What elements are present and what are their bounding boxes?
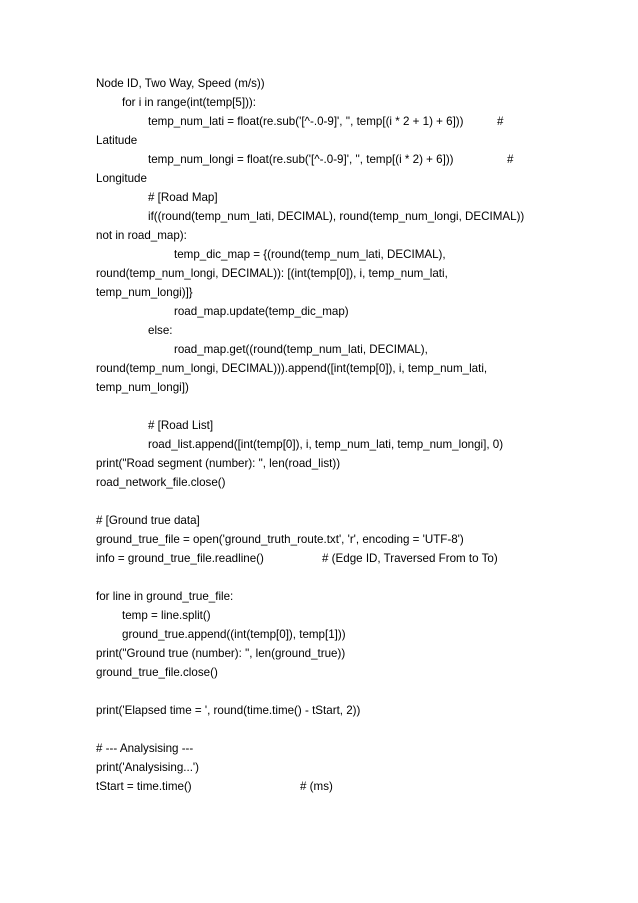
code-line: road_map.get((round(temp_num_lati, DECIMAL),	[174, 343, 428, 356]
code-comment: #	[497, 115, 504, 128]
code-line: Node ID, Two Way, Speed (m/s))	[96, 77, 265, 90]
code-line: for line in ground_true_file:	[96, 590, 234, 603]
code-line: ground_true_file.close()	[96, 666, 218, 679]
code-line: ground_true.append((int(temp[0]), temp[1]))	[122, 628, 346, 641]
code-line: temp_num_longi])	[96, 381, 189, 394]
code-line: road_list.append([int(temp[0]), i, temp_num_lati, temp_num_longi], 0)	[148, 438, 504, 451]
code-line: # --- Analysising ---	[96, 742, 194, 755]
code-line: Latitude	[96, 134, 138, 147]
code-line: round(temp_num_longi, DECIMAL))).append([int(temp[0]), i, temp_num_lati,	[96, 362, 488, 375]
code-line: tStart = time.time()	[96, 780, 192, 793]
code-line: print("Road segment (number): ", len(road_list))	[96, 457, 341, 470]
code-line: print('Elapsed time = ', round(time.time() - tStart, 2))	[96, 704, 361, 717]
code-line: temp_num_lati = float(re.sub('[^-.0-9]', '', temp[(i * 2 + 1) + 6]))	[148, 115, 464, 128]
code-line: info = ground_true_file.readline()	[96, 552, 264, 565]
code-line: temp_num_longi = float(re.sub('[^-.0-9]', '', temp[(i * 2) + 6]))	[148, 153, 454, 166]
code-line: print("Ground true (number): ", len(ground_true))	[96, 647, 346, 660]
code-line: for i in range(int(temp[5])):	[122, 96, 257, 109]
code-line: temp = line.split()	[122, 609, 211, 622]
code-line: round(temp_num_longi, DECIMAL)): [(int(temp[0]), i, temp_num_lati,	[96, 267, 448, 280]
code-comment: # (Edge ID, Traversed From to To)	[322, 552, 498, 565]
code-line: road_map.update(temp_dic_map)	[174, 305, 349, 318]
code-line: # [Ground true data]	[96, 514, 200, 527]
code-line: if((round(temp_num_lati, DECIMAL), round(temp_num_longi, DECIMAL))	[148, 210, 525, 223]
code-line: temp_dic_map = {(round(temp_num_lati, DECIMAL),	[174, 248, 446, 261]
code-comment: # (ms)	[300, 780, 333, 793]
code-line: else:	[148, 324, 173, 337]
code-line: road_network_file.close()	[96, 476, 226, 489]
code-line: print('Analysising...')	[96, 761, 200, 774]
code-line: # [Road Map]	[148, 191, 218, 204]
code-comment: #	[507, 153, 514, 166]
code-line: temp_num_longi)]}	[96, 286, 193, 299]
code-line: # [Road List]	[148, 419, 214, 432]
code-line: ground_true_file = open('ground_truth_route.txt', 'r', encoding = 'UTF-8')	[96, 533, 464, 546]
code-line: not in road_map):	[96, 229, 187, 242]
code-line: Longitude	[96, 172, 147, 185]
